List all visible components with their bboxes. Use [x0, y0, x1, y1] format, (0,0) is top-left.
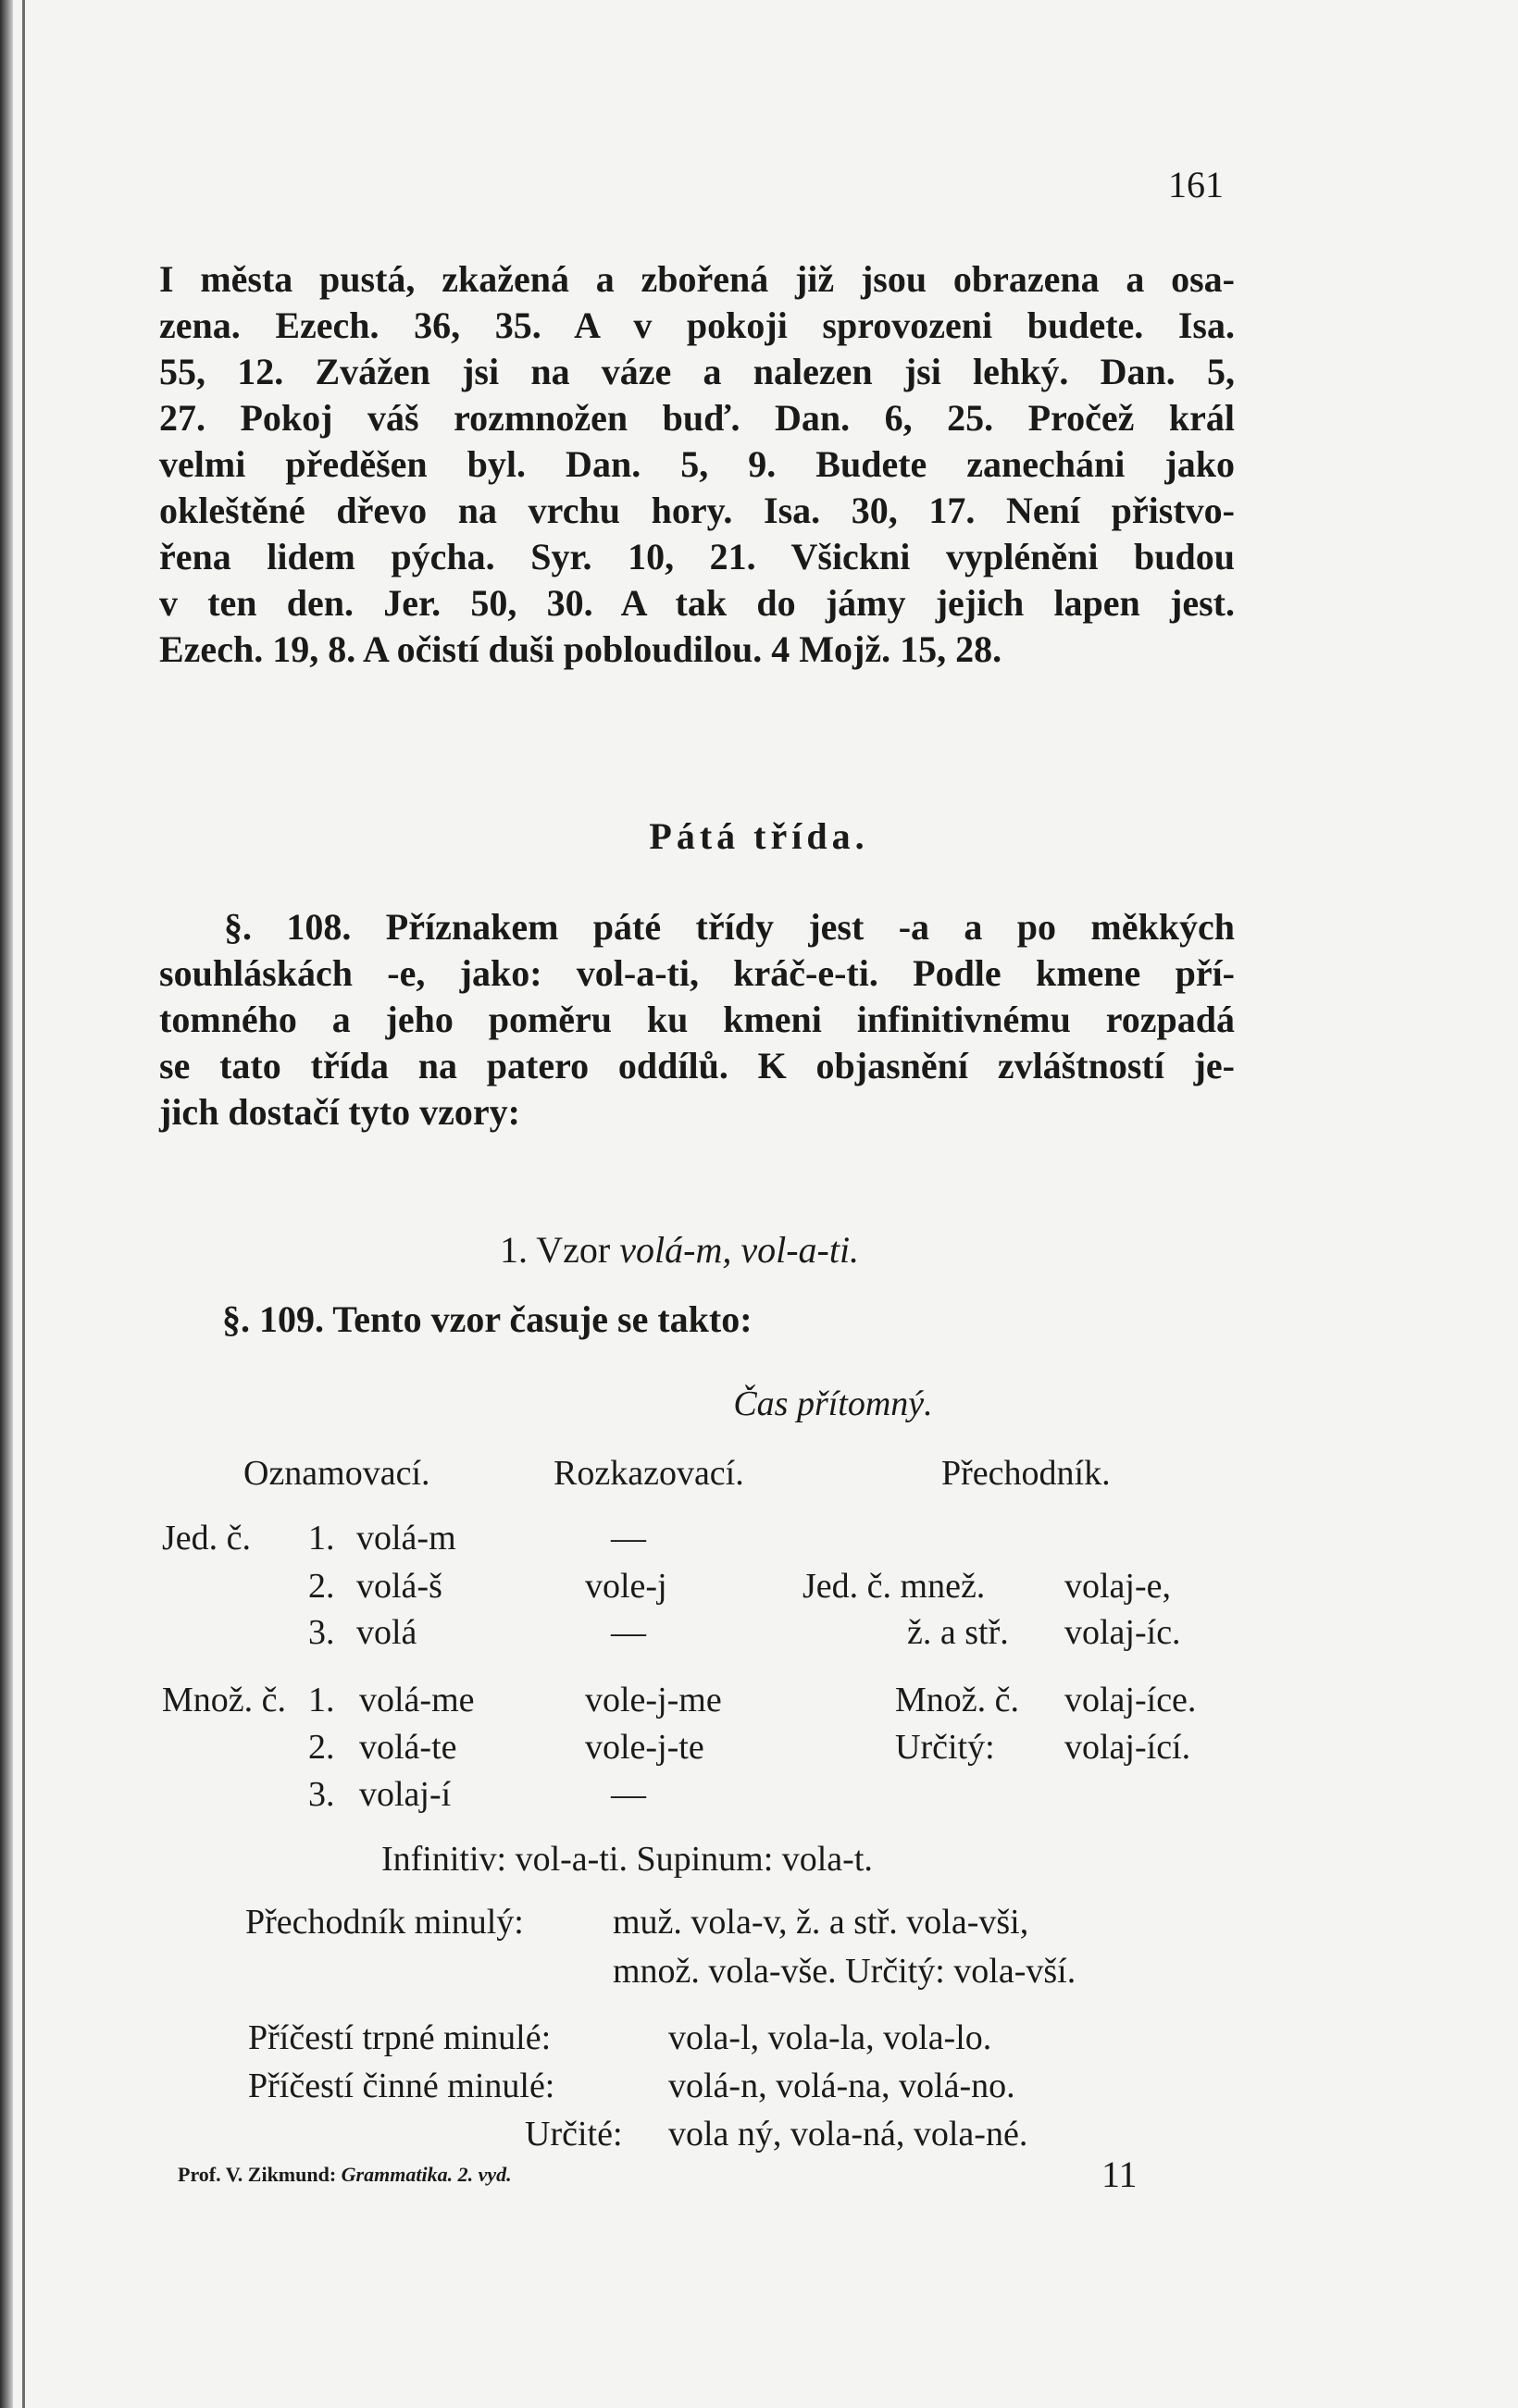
text-line: zena. Ezech. 36, 35. A v pokoji sprovozeni budete. Isa.: [159, 304, 1235, 346]
indicative-form: volá-me: [359, 1681, 475, 1719]
plural-label: Množ. č.: [162, 1681, 287, 1719]
transgressive-label: Určitý:: [895, 1728, 995, 1767]
indicative-form: volá-te: [359, 1728, 457, 1767]
page-binding-edge: [0, 0, 13, 2408]
indicative-form: volá-š: [356, 1567, 442, 1606]
person-number: 1.: [308, 1681, 335, 1719]
header-imperative: Rozkazovací.: [554, 1454, 744, 1493]
section-109-line: §. 109. Tento vzor časuje se takto:: [222, 1298, 753, 1340]
text-line: I města pustá, zkažená a zbořená již jsou obrazena a osa-: [159, 258, 1235, 300]
transgressive-label: ž. a stř.: [907, 1613, 1009, 1652]
tense-title: Čas přítomný.: [733, 1384, 933, 1423]
participle-label: Určité:: [525, 2115, 623, 2154]
imperative-form: —: [611, 1519, 646, 1558]
text-line: tomného a jeho poměru ku kmeni infinitivnému rozpadá: [159, 999, 1235, 1040]
section-108-paragraph: [159, 904, 1235, 1136]
text-line: okleštěné dřevo na vrchu hory. Isa. 30, 17. Není přistvo-: [159, 490, 1235, 531]
page-number: 161: [1168, 164, 1224, 205]
footer-citation: [178, 2163, 512, 2187]
imperative-form: —: [611, 1613, 646, 1652]
indicative-form: volá-m: [356, 1519, 456, 1558]
transgressive-form: volaj-íce.: [1064, 1681, 1197, 1719]
past-transgressive-line: množ. vola-vše. Určitý: vola-vší.: [613, 1952, 1076, 1991]
imperative-form: vole-j: [585, 1567, 667, 1606]
person-number: 3.: [308, 1775, 335, 1814]
past-transgressive-label: Přechodník minulý:: [245, 1903, 524, 1942]
section-heading: Pátá třída.: [649, 815, 869, 857]
text-line: se tato třída na patero oddílů. K objasnění zvláštností je-: [159, 1045, 1235, 1086]
singular-label: Jed. č.: [162, 1519, 252, 1558]
pattern-example: volá-m, vol-a-ti.: [619, 1229, 860, 1271]
participle-value: volá-n, volá-na, volá-no.: [668, 2067, 1015, 2105]
imperative-form: —: [611, 1775, 646, 1814]
person-number: 2.: [308, 1728, 335, 1767]
footer-title: Grammatika. 2. vyd.: [341, 2163, 512, 2186]
participle-label: Příčestí činné minulé:: [248, 2067, 555, 2105]
transgressive-form: volaj-ící.: [1064, 1728, 1191, 1767]
person-number: 2.: [308, 1567, 335, 1606]
text-line: v ten den. Jer. 50, 30. A tak do jámy jejich lapen jest.: [159, 582, 1235, 624]
signature-mark: 11: [1101, 2154, 1138, 2195]
participle-value: vola ný, vola-ná, vola-né.: [668, 2115, 1028, 2154]
transgressive-form: volaj-e,: [1064, 1567, 1172, 1606]
indicative-form: volaj-í: [359, 1775, 452, 1814]
text-line: řena lidem pýcha. Syr. 10, 21. Všickni vypléněni budou: [159, 536, 1235, 577]
text-line: 27. Pokoj váš rozmnožen buď. Dan. 6, 25. Pročež král: [159, 397, 1235, 439]
text-line: jich dostačí tyto vzory:: [159, 1091, 520, 1133]
header-transgressive: Přechodník.: [941, 1454, 1111, 1493]
text-line: 55, 12. Zvážen jsi na váze a nalezen jsi lehký. Dan. 5,: [159, 351, 1235, 392]
transgressive-form: volaj-íc.: [1064, 1613, 1181, 1652]
pattern-title: [500, 1228, 859, 1272]
participle-label: Příčestí trpné minulé:: [248, 2018, 552, 2057]
intro-paragraph: [159, 256, 1235, 673]
page-margin-line: [22, 0, 25, 2408]
pattern-prefix: 1. Vzor: [500, 1229, 620, 1271]
infinitive-line: Infinitiv: vol-a-ti. Supinum: vola-t.: [381, 1840, 873, 1879]
person-number: 3.: [308, 1613, 335, 1652]
imperative-form: vole-j-te: [585, 1728, 704, 1767]
indicative-form: volá: [356, 1613, 417, 1652]
transgressive-label: Množ. č.: [895, 1681, 1020, 1719]
participle-value: vola-l, vola-la, vola-lo.: [668, 2018, 992, 2057]
text-line: velmi předěšen byl. Dan. 5, 9. Budete zanecháni jako: [159, 443, 1235, 485]
footer-author: Prof. V. Zikmund:: [178, 2163, 342, 2186]
text-line: Ezech. 19, 8. A očistí duši pobloudilou. 4 Mojž. 15, 28.: [159, 628, 1002, 670]
imperative-form: vole-j-me: [585, 1681, 722, 1719]
past-transgressive-line: muž. vola-v, ž. a stř. vola-vši,: [613, 1903, 1029, 1942]
person-number: 1.: [308, 1519, 335, 1558]
text-line: §. 108. Příznakem páté třídy jest -a a po měkkých: [224, 906, 1235, 948]
header-indicative: Oznamovací.: [243, 1454, 430, 1493]
text-line: souhláskách -e, jako: vol-a-ti, kráč-e-ti. Podle kmene pří-: [159, 952, 1235, 994]
transgressive-label: Jed. č. mnež.: [803, 1567, 986, 1606]
